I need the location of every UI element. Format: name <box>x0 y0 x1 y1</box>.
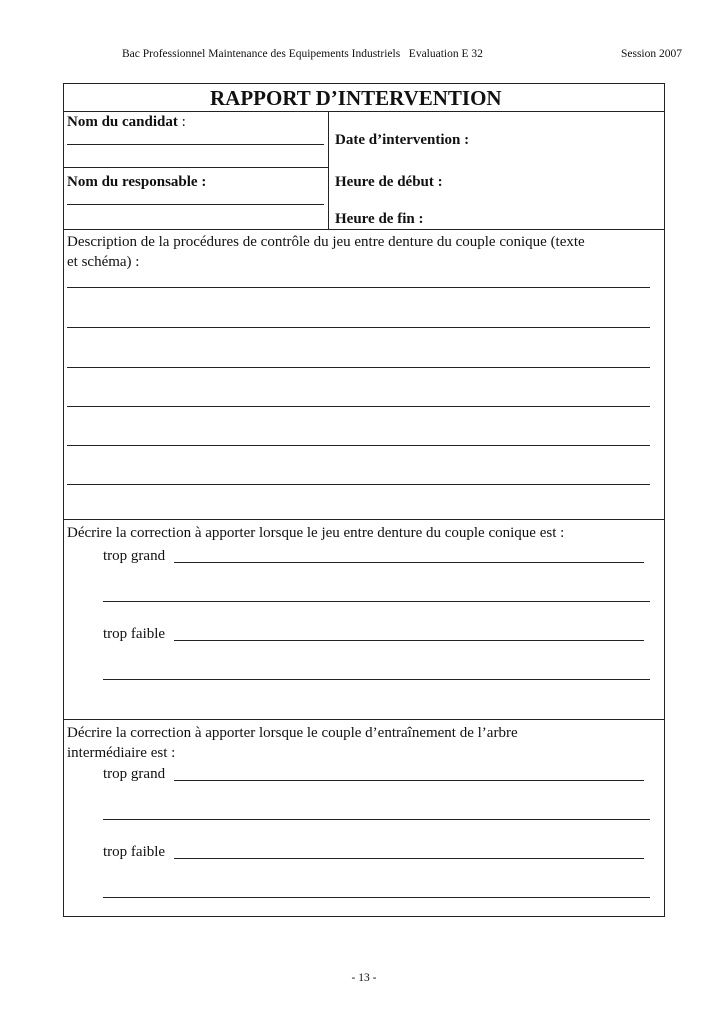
header-column-divider <box>328 111 329 229</box>
answer-line[interactable] <box>67 287 650 288</box>
candidate-label-text: Nom du candidat <box>67 114 178 130</box>
info-divider <box>64 229 664 230</box>
answer-line[interactable] <box>67 367 650 368</box>
section3-trop-faible-field[interactable] <box>174 858 644 859</box>
start-time-label: Heure de début : <box>335 174 443 190</box>
page-header <box>122 46 682 62</box>
end-time-label: Heure de fin : <box>335 211 424 227</box>
section3-trop-grand-label: trop grand <box>103 766 166 782</box>
section1-question-line2: et schéma) : <box>67 254 140 270</box>
candidate-name-field[interactable] <box>67 144 324 145</box>
header-exam-title: Bac Professionnel Maintenance des Equipements Industriels Evaluation E 32 <box>122 48 483 60</box>
responsable-label: Nom du responsable : <box>67 174 207 190</box>
answer-line[interactable] <box>67 484 650 485</box>
date-label: Date d’intervention : <box>335 132 470 148</box>
section1-divider <box>64 519 664 520</box>
section3-trop-faible-label: trop faible <box>103 844 166 860</box>
answer-line[interactable] <box>103 897 650 898</box>
section2-trop-faible-label: trop faible <box>103 626 166 642</box>
answer-line[interactable] <box>103 679 650 680</box>
answer-line[interactable] <box>67 445 650 446</box>
page-number: - 13 - <box>351 972 377 984</box>
candidate-label <box>67 112 186 132</box>
answer-line[interactable] <box>67 327 650 328</box>
report-form <box>63 83 665 917</box>
section2-trop-grand-label: trop grand <box>103 548 166 564</box>
responsable-name-field[interactable] <box>67 204 324 205</box>
report-title: RAPPORT D’INTERVENTION <box>210 86 502 110</box>
section1-question-line1: Description de la procédures de contrôle du jeu entre denture du couple conique (texte <box>67 234 585 250</box>
answer-line[interactable] <box>103 819 650 820</box>
section2-trop-grand-field[interactable] <box>174 562 644 563</box>
candidate-colon: : <box>177 114 186 130</box>
section2-question: Décrire la correction à apporter lorsque le jeu entre denture du couple conique est : <box>67 525 565 541</box>
section2-trop-faible-field[interactable] <box>174 640 644 641</box>
section3-trop-grand-field[interactable] <box>174 780 644 781</box>
answer-line[interactable] <box>67 406 650 407</box>
section3-question-line2: intermédiaire est : <box>67 745 176 761</box>
answer-line[interactable] <box>103 601 650 602</box>
header-session: Session 2007 <box>620 48 682 60</box>
section2-divider <box>64 719 664 720</box>
candidate-divider <box>64 167 328 168</box>
section3-question-line1: Décrire la correction à apporter lorsque le couple d’entraînement de l’arbre <box>67 725 518 741</box>
